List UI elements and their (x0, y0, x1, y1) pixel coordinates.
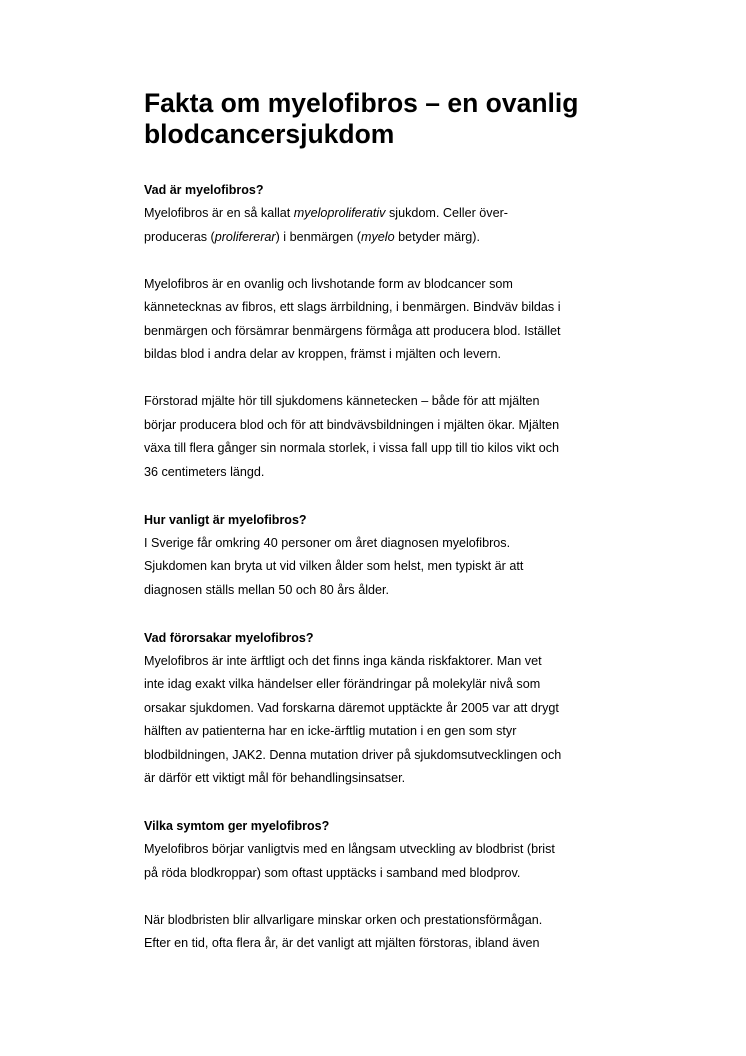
paragraph (144, 909, 614, 956)
section-how-common (144, 508, 614, 603)
section-heading: Vad förorsakar myelofibros? (144, 630, 314, 645)
paragraph (144, 532, 614, 603)
text-line: När blodbristen blir allvarligare minskar orken och prestationsförmågan. (144, 912, 543, 927)
text-line: hälften av patienterna har en icke-ärftlig mutation i en gen som styr (144, 724, 517, 738)
text-run: Myelofibros är en så kallat (144, 206, 294, 220)
paragraph (144, 202, 614, 249)
text-line: kännetecknas av fibros, ett slags ärrbildning, i benmärgen. Bindväv bildas i (144, 300, 561, 314)
text-line: I Sverige får omkring 40 personer om året diagnosen myelofibros. (144, 535, 511, 550)
italic-term: myeloproliferativ (293, 206, 386, 220)
text-line: inte idag exakt vilka händelser eller förändringar på molekylär nivå som (144, 677, 541, 691)
spacer (144, 602, 614, 626)
text-run: betyder märg). (394, 229, 480, 244)
spacer (144, 791, 614, 815)
section-heading: Vad är myelofibros? (144, 183, 264, 197)
paragraph (144, 838, 614, 885)
document-page (144, 88, 614, 956)
text-line: Efter en tid, ofta flera år, är det vanligt att mjälten förstoras, ibland även (144, 936, 540, 950)
text-line: Myelofibros är en ovanlig och livshotande form av blodcancer som (144, 276, 513, 291)
text-line: 36 centimeters längd. (144, 464, 265, 479)
text-line: Myelofibros börjar vanligtvis med en långsam utveckling av blodbrist (brist (144, 842, 555, 856)
paragraph (144, 650, 614, 791)
text-run: ) i benmärgen ( (275, 229, 361, 244)
text-line: blodbildningen, JAK2. Denna mutation driver på sjukdomsutvecklingen och (144, 747, 562, 762)
text-line: börjar producera blod och för att bindvävsbildningen i mjälten ökar. Mjälten (144, 417, 560, 432)
text-run: sjukdom. Celler över- (385, 206, 508, 220)
text-line (144, 202, 614, 226)
section-heading: Vilka symtom ger myelofibros? (144, 819, 330, 833)
text-line: orsakar sjukdomen. Vad forskarna däremot upptäckte år 2005 var att drygt (144, 700, 559, 715)
section-what-is (144, 178, 614, 484)
spacer (144, 249, 614, 273)
spacer (144, 885, 614, 909)
spacer (144, 150, 614, 178)
paragraph (144, 273, 614, 367)
section-heading: Hur vanligt är myelofibros? (144, 512, 307, 527)
text-line: bildas blod i andra delar av kroppen, främst i mjälten och levern. (144, 347, 502, 361)
section-causes (144, 626, 614, 791)
text-line (144, 226, 614, 250)
page-title: Fakta om myelofibros – en ovanlig blodcancersjukdom (144, 88, 579, 149)
text-line: Förstorad mjälte hör till sjukdomens kännetecken – både för att mjälten (144, 394, 540, 408)
text-run: produceras ( (144, 229, 215, 244)
spacer (144, 484, 614, 508)
text-line: Myelofibros är inte ärftligt och det finns inga kända riskfaktorer. Man vet (144, 653, 542, 668)
text-line: på röda blodkroppar) som oftast upptäcks i samband med blodprov. (144, 865, 521, 880)
italic-term: prolifererar (214, 229, 276, 244)
spacer (144, 367, 614, 391)
text-line: är därför ett viktigt mål för behandlingsinsatser. (144, 771, 406, 785)
text-line: Sjukdomen kan bryta ut vid vilken ålder som helst, men typiskt är att (144, 559, 524, 573)
italic-term: myelo (361, 229, 395, 244)
paragraph (144, 390, 614, 484)
text-line: växa till flera gånger sin normala storlek, i vissa fall upp till tio kilos vikt och (144, 441, 560, 455)
section-symptoms (144, 814, 614, 956)
text-line: benmärgen och försämrar benmärgens förmåga att producera blod. Istället (144, 323, 561, 338)
text-line: diagnosen ställs mellan 50 och 80 års ålder. (144, 582, 390, 597)
